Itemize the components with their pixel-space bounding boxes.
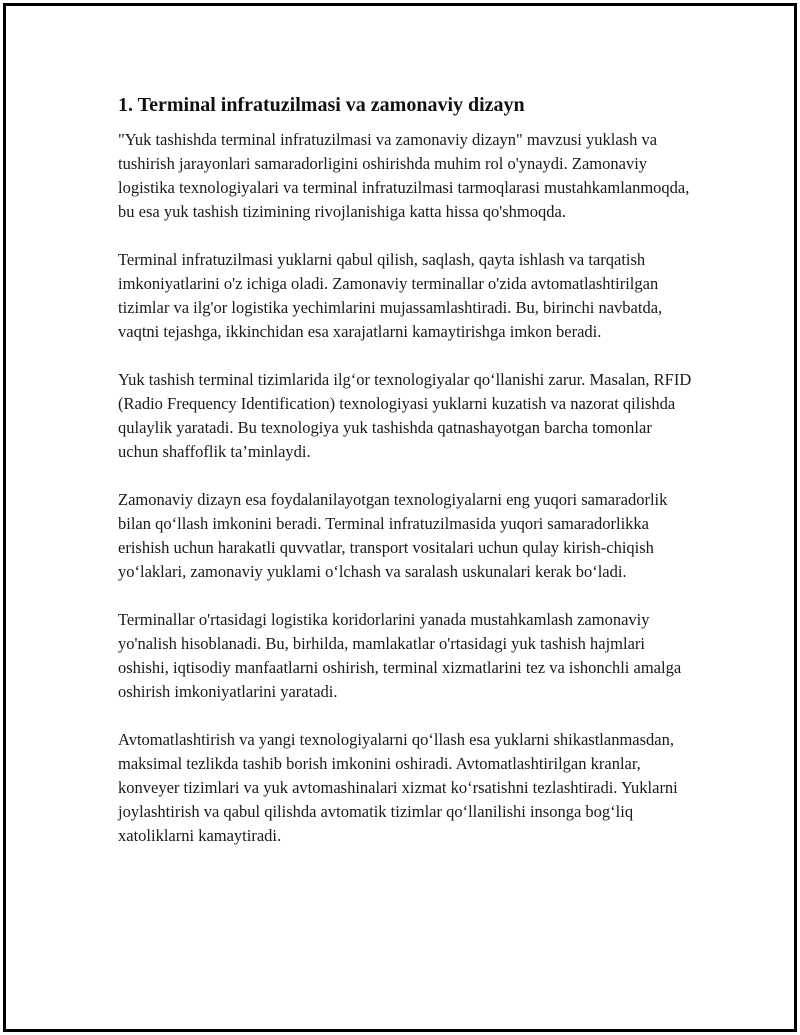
paragraph-5: Terminallar o'rtasidagi logistika koridorlarini yanada mustahkamlash zamonaviy yo'nalish hisoblanadi. Bu, birhilda, mamlakatlar o'rtasidagi yuk tashish hajmlari oshishi, iqtisodiy manfaatlarni oshirish, terminal xizmatlarini tez va ishonchli amalga oshirish imkoniyatlarini yaratadi. <box>118 610 682 701</box>
section-heading: 1. Terminal infratuzilmasi va zamonaviy dizayn <box>118 94 525 116</box>
paragraph-3: Yuk tashish terminal tizimlarida ilg‘or texnologiyalar qo‘llanishi zarur. Masalan, RFID (Radio Frequency Identification) texnologiyasi yuklarni kuzatish va nazorat qilishda qulaylik yaratadi. Bu texnologiya yuk tashishda qatnashayotgan barcha tomonlar uchun shaffoflik ta’minlaydi. <box>118 370 692 461</box>
paragraph-1: "Yuk tashishda terminal infratuzilmasi va zamonaviy dizayn" mavzusi yuklash va tushirish jarayonlari samaradorligini oshirishda muhim rol o'ynaydi. Zamonaviy logistika texnologiyalari va terminal infratuzilmasi tarmoqlarasi mustahkamlanmoqda, bu esa yuk tashish tizimining rivojlanishiga katta hissa qo'shmoqda. <box>118 130 690 221</box>
paragraph-2: Terminal infratuzilmasi yuklarni qabul qilish, saqlash, qayta ishlash va tarqatish imkoniyatlarini o'z ichiga oladi. Zamonaviy terminallar o'zida avtomatlashtirilgan tizimlar va ilg'or logistika yechimlarini mujassamlashtiradi. Bu, birinchi navbatda, vaqtni tejashga, ikkinchidan esa xarajatlarni kamaytirishga imkon beradi. <box>118 250 663 341</box>
document-body <box>118 92 693 872</box>
paragraph-6: Avtomatlashtirish va yangi texnologiyalarni qo‘llash esa yuklarni shikastlanmasdan, maksimal tezlikda tashib borish imkonini oshiradi. Avtomatlashtirilgan kranlar, konveyer tizimlari va yuk avtomashinalari xizmat ko‘rsatishni tezlashtiradi. Yuklarni joylashtirish va qabul qilishda avtomatik tizimlar qo‘llanilishi insonga bog‘liq xatoliklarni kamaytiradi. <box>118 730 678 845</box>
paragraph-4: Zamonaviy dizayn esa foydalanilayotgan texnologiyalarni eng yuqori samaradorlik bilan qo‘llash imkonini beradi. Terminal infratuzilmasida yuqori samaradorlikka erishish uchun harakatli quvvatlar, transport vositalari uchun qulay kirish-chiqish yo‘laklari, zamonaviy yuklami o‘lchash va saralash uskunalari kerak bo‘ladi. <box>118 490 668 581</box>
